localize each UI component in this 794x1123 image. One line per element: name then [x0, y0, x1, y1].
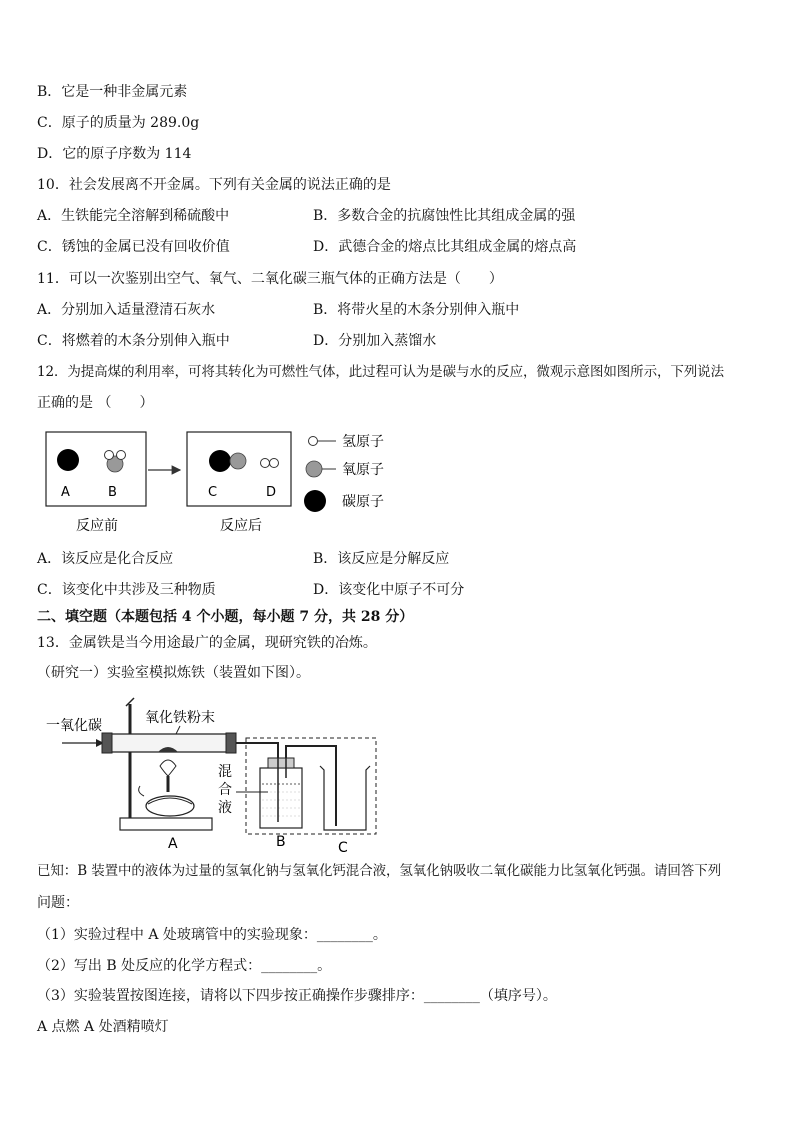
- label-c: C: [208, 485, 218, 500]
- reaction-micro-diagram: [40, 426, 400, 538]
- q10-option-b: B．多数合金的抗腐蚀性比其组成金属的强: [313, 208, 576, 224]
- legend-carbon-label: 碳原子: [342, 494, 384, 510]
- q13-step-a: A 点燃 A 处酒精喷灯: [37, 1019, 169, 1035]
- q12-option-c: C．该变化中共涉及三种物质: [37, 582, 216, 598]
- hydrogen-atom-icon: [105, 451, 114, 460]
- q12-option-b: B．该反应是分解反应: [313, 551, 450, 567]
- hydrogen-atom-icon: [270, 459, 279, 468]
- section-heading: 二、填空题（本题包括 4 个小题，每小题 7 分，共 28 分）: [37, 609, 414, 625]
- iron-smelting-apparatus: [40, 696, 390, 854]
- oxygen-atom-icon: [230, 453, 246, 469]
- mix-label-1: 混: [218, 764, 232, 780]
- label-c: C: [338, 840, 348, 854]
- q13-known-line2: 问题：: [37, 895, 79, 911]
- q11-option-d: D．分别加入蒸馏水: [313, 333, 437, 349]
- q10-stem: 10．社会发展离不开金属。下列有关金属的说法正确的是: [37, 177, 391, 193]
- flame-icon: [160, 760, 176, 776]
- legend-carbon-icon: [304, 490, 326, 512]
- q13-part2: （2）写出 B 处反应的化学方程式：________。: [37, 958, 332, 974]
- beaker-c: [320, 766, 370, 830]
- label-a: A: [61, 485, 70, 500]
- q10-option-c: C．锈蚀的金属已没有回收价值: [37, 239, 230, 255]
- q12-stem-line2: 正确的是 （ ）: [37, 395, 154, 411]
- hydrogen-atom-icon: [261, 459, 270, 468]
- q9-option-d: D．它的原子序数为 114: [37, 146, 192, 162]
- q13-known-line1: 已知：B 装置中的液体为过量的氢氧化钠与氢氧化钙混合液，氢氧化钠吸收二氧化碳能力比氢氧化钙强。请回答下列: [37, 863, 722, 879]
- q13-part1: （1）实验过程中 A 处玻璃管中的实验现象：________。: [37, 927, 387, 943]
- q13-part3: （3）实验装置按图连接，请将以下四步按正确操作步骤排序：________（填序号）。: [37, 988, 557, 1004]
- label-b: B: [276, 834, 286, 850]
- legend-hydrogen-icon: [309, 437, 318, 446]
- stand-base: [120, 818, 212, 830]
- q13-stem: 13．金属铁是当今用途最广的金属，现研究铁的冶炼。: [37, 635, 377, 651]
- q11-option-b: B．将带火星的木条分别伸入瓶中: [313, 302, 520, 318]
- label-a: A: [168, 836, 178, 852]
- q9-option-b: B．它是一种非金属元素: [37, 84, 188, 100]
- burner-base: [146, 796, 194, 816]
- powder-label: 氧化铁粉末: [145, 710, 215, 726]
- q12-option-d: D．该变化中原子不可分: [313, 582, 465, 598]
- q12-stem-line1: 12．为提高煤的利用率，可将其转化为可燃性气体，此过程可认为是碳与水的反应，微观示意图如图所示，下列说法: [37, 364, 724, 380]
- label-d: D: [266, 485, 277, 500]
- hydrogen-atom-icon: [117, 451, 126, 460]
- q11-stem: 11．可以一次鉴别出空气、氧气、二氧化碳三瓶气体的正确方法是（ ）: [37, 271, 503, 287]
- caption-before: 反应前: [76, 518, 118, 534]
- q13-research1: （研究一）实验室模拟炼铁（装置如下图）。: [37, 665, 310, 681]
- q10-option-d: D．武德合金的熔点比其组成金属的熔点高: [313, 239, 577, 255]
- q11-option-a: A．分别加入适量澄清石灰水: [37, 302, 216, 318]
- legend-oxygen-label: 氧原子: [342, 462, 384, 478]
- q12-option-a: A．该反应是化合反应: [37, 551, 174, 567]
- bottle-b: [260, 768, 302, 828]
- q10-option-a: A．生铁能完全溶解到稀硫酸中: [37, 208, 230, 224]
- label-b: B: [108, 485, 117, 500]
- legend-oxygen-icon: [306, 461, 322, 477]
- carbon-atom-icon: [57, 449, 79, 471]
- q11-option-c: C．将燃着的木条分别伸入瓶中: [37, 333, 230, 349]
- co-label: 一氧化碳: [46, 718, 102, 734]
- carbon-atom-icon: [209, 450, 231, 472]
- mix-label-2: 合: [218, 782, 232, 798]
- q9-option-c: C．原子的质量为 289.0g: [37, 115, 200, 131]
- caption-after: 反应后: [220, 518, 262, 534]
- mix-label-3: 液: [218, 800, 232, 816]
- legend-hydrogen-label: 氢原子: [342, 434, 384, 450]
